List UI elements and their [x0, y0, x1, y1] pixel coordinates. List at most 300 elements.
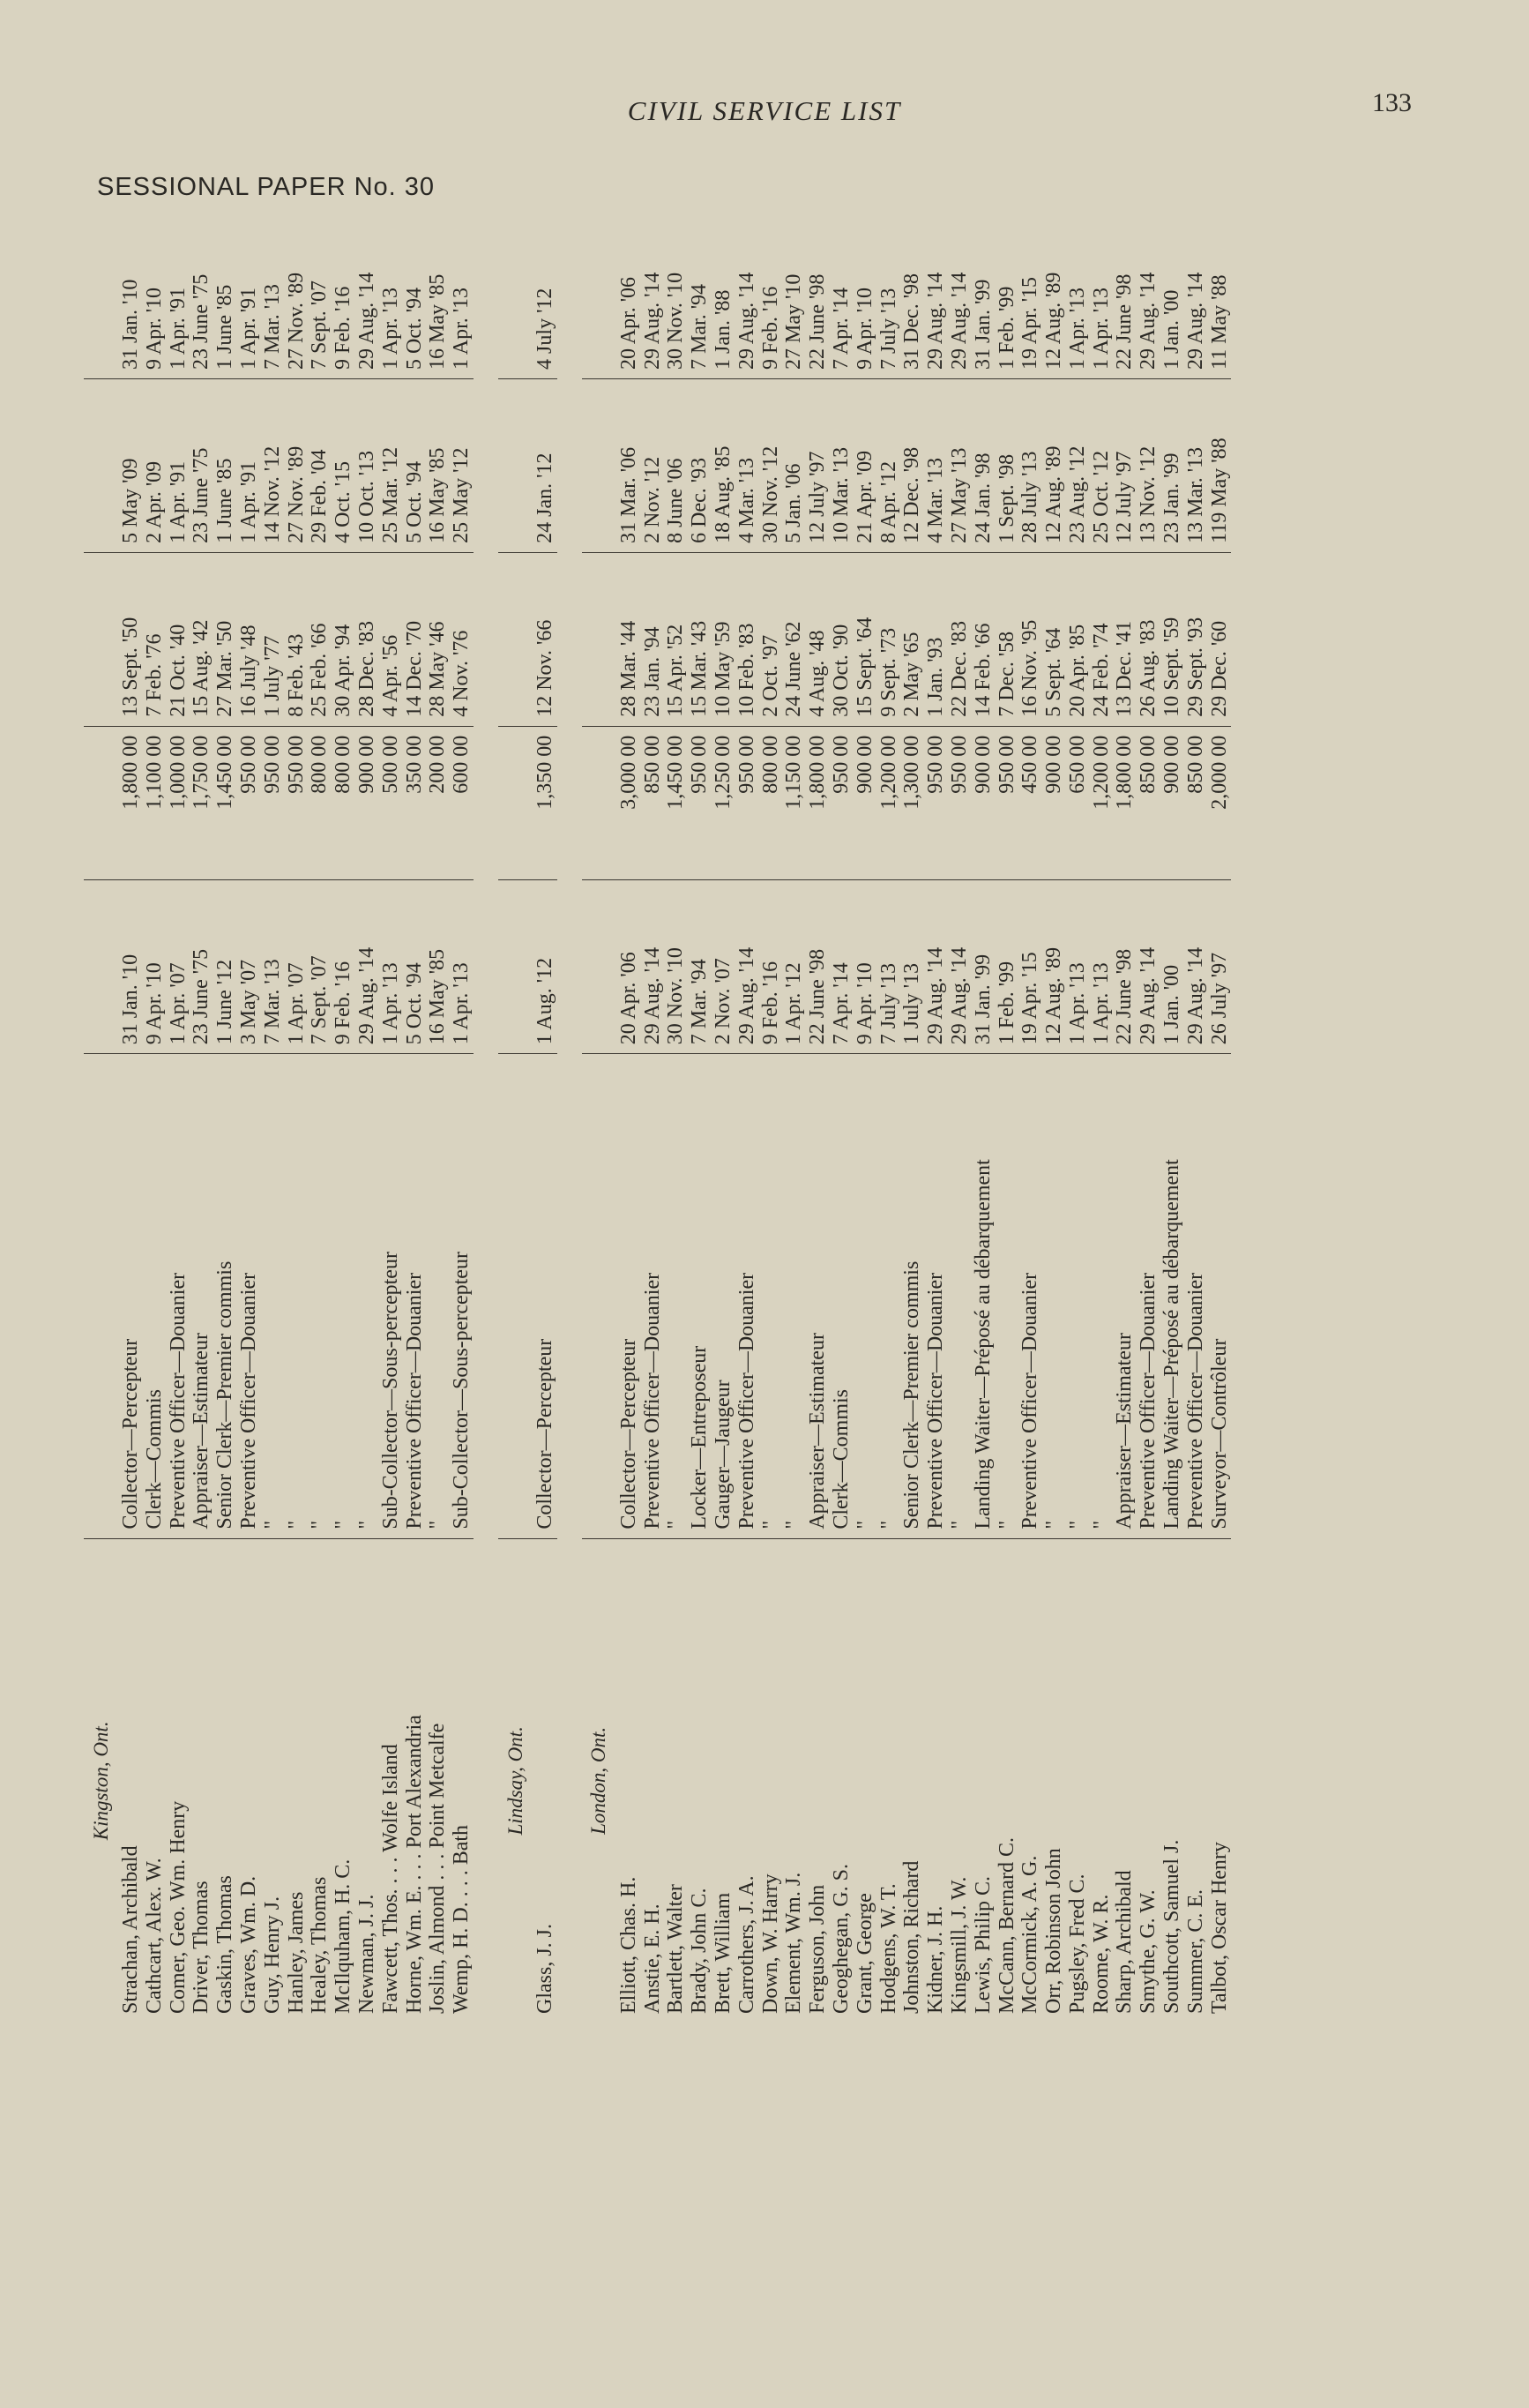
- date-present-rank: 7 Sept. '07: [308, 880, 332, 1054]
- date-last-promotion: 29 Aug. '14: [948, 206, 972, 378]
- sessional-paper-label: SESSIONAL PAPER No. 30: [97, 173, 436, 201]
- date-first-appointment: 27 Nov. '89: [285, 378, 309, 552]
- date-present-rank: 22 June '98: [806, 880, 830, 1054]
- table-row: [712, 206, 735, 2023]
- table-row: [782, 206, 806, 2023]
- date-last-promotion: 1 Apr. '13: [1066, 206, 1090, 378]
- date-of-birth: 16 Nov. '95: [1018, 552, 1042, 726]
- rank-title: Preventive Officer—Douanier: [167, 1054, 190, 1538]
- table-row: [403, 206, 427, 2023]
- employee-name: Summer, C. E.: [1183, 1888, 1207, 2014]
- table-row: [948, 206, 972, 2023]
- salary: 850 00: [1137, 726, 1160, 880]
- date-first-appointment: 28 July '13: [1018, 378, 1042, 552]
- salary: 3,000 00: [617, 726, 641, 880]
- date-of-birth: 10 May '59: [712, 552, 735, 726]
- date-present-rank: 1 June '12: [213, 880, 237, 1054]
- salary: 950 00: [924, 726, 948, 880]
- date-last-promotion: 1 Jan. '00: [1160, 206, 1184, 378]
- date-last-promotion: 7 Mar. '94: [688, 206, 712, 378]
- rank-title: Collector—Percepteur: [119, 1054, 143, 1538]
- date-first-appointment: 1 Apr. '91: [237, 378, 261, 552]
- date-first-appointment: 31 Mar. '06: [617, 378, 641, 552]
- employee-name: McCann, Bernard C.: [995, 1837, 1018, 2014]
- table-row: [854, 206, 877, 2023]
- date-of-birth: 29 Sept. '93: [1184, 552, 1208, 726]
- salary: 800 00: [332, 726, 355, 880]
- employee-name: Sharp, Archibald: [1113, 1870, 1137, 2014]
- date-of-birth: 25 Feb. '66: [308, 552, 332, 726]
- employee-name: Gaskin, Thomas: [213, 1875, 237, 2014]
- date-of-birth: 7 Dec. '58: [996, 552, 1019, 726]
- salary: 1,350 00: [533, 726, 557, 880]
- date-last-promotion: 30 Nov. '10: [664, 206, 688, 378]
- date-first-appointment: 12 Dec. '98: [900, 378, 924, 552]
- table-row: [996, 206, 1019, 2023]
- date-first-appointment: 29 Feb. '04: [308, 378, 332, 552]
- employee-name: Comer, Geo. Wm. Henry: [166, 1800, 190, 2014]
- date-of-birth: 10 Feb. '83: [735, 552, 759, 726]
- date-of-birth: 22 Dec. '83: [948, 552, 972, 726]
- salary: 1,000 00: [167, 726, 190, 880]
- date-of-birth: 15 Aug. '42: [190, 552, 213, 726]
- date-present-rank: 29 Aug. '14: [948, 880, 972, 1054]
- employee-name: Pugsley, Fred C.: [1065, 1873, 1089, 2014]
- employee-name: Strachan, Archibald: [119, 1845, 142, 2014]
- rank-title: ": [948, 1054, 972, 1538]
- date-of-birth: 26 Aug. '83: [1137, 552, 1160, 726]
- table-body: [84, 206, 1231, 2023]
- date-last-promotion: 16 May '85: [426, 206, 450, 378]
- employee-name: Talbot, Oscar Henry: [1207, 1842, 1231, 2014]
- rank-title: Preventive Officer—Douanier: [1018, 1054, 1042, 1538]
- rank-title: Locker—Entreposeur: [688, 1054, 712, 1538]
- date-of-birth: 14 Feb. '66: [972, 552, 996, 726]
- rank-title: Appraiser—Estimateur: [806, 1054, 830, 1538]
- rank-title: Senior Clerk—Premier commis: [213, 1054, 237, 1538]
- table-row: [261, 206, 285, 2023]
- table-row: [332, 206, 355, 2023]
- date-first-appointment: 25 Mar. '12: [379, 378, 403, 552]
- employee-name: Down, W. Harry: [758, 1873, 782, 2014]
- date-present-rank: 29 Aug. '14: [735, 880, 759, 1054]
- date-present-rank: 7 Mar. '13: [261, 880, 285, 1054]
- table-row: [1018, 206, 1042, 2023]
- date-first-appointment: 24 Jan. '98: [972, 378, 996, 552]
- date-present-rank: 1 Aug. '12: [533, 880, 557, 1054]
- employee-name: Smythe, G. W.: [1137, 1889, 1160, 2014]
- employee-name: Southcott, Samuel J.: [1160, 1839, 1184, 2014]
- rank-title: Preventive Officer—Douanier: [1137, 1054, 1160, 1538]
- date-of-birth: 24 Feb. '74: [1090, 552, 1114, 726]
- employee-name: Brett, William: [711, 1892, 735, 2014]
- date-of-birth: 21 Oct. '40: [167, 552, 190, 726]
- table-row: [355, 206, 379, 2023]
- location-heading: Lindsay, Ont.: [503, 1726, 526, 1836]
- date-present-rank: 1 Apr. '13: [379, 880, 403, 1054]
- salary: 1,800 00: [119, 726, 143, 880]
- date-last-promotion: 29 Aug. '14: [735, 206, 759, 378]
- date-first-appointment: 30 Nov. '12: [759, 378, 783, 552]
- date-first-appointment: 18 Aug. '85: [712, 378, 735, 552]
- location-heading-row: [498, 206, 533, 2023]
- salary: 1,250 00: [712, 726, 735, 880]
- salary: 1,450 00: [664, 726, 688, 880]
- date-first-appointment: 27 May '13: [948, 378, 972, 552]
- table-row: [426, 206, 450, 2023]
- table-row: [533, 206, 557, 2023]
- date-of-birth: 24 June '62: [782, 552, 806, 726]
- salary: 900 00: [1160, 726, 1184, 880]
- salary: 500 00: [379, 726, 403, 880]
- location-heading-row: [84, 206, 119, 2023]
- date-last-promotion: 11 May '88: [1208, 206, 1232, 378]
- employee-name: Hodgens, W. T.: [876, 1883, 900, 2014]
- date-first-appointment: 25 Oct. '12: [1090, 378, 1114, 552]
- rank-title: Landing Waiter—Préposé au débarquement: [972, 1054, 996, 1538]
- date-of-birth: 7 Feb. '76: [143, 552, 167, 726]
- date-present-rank: 26 July '97: [1208, 880, 1232, 1054]
- table-row: [617, 206, 641, 2023]
- date-present-rank: 16 May '85: [426, 880, 450, 1054]
- date-present-rank: 31 Jan. '99: [972, 880, 996, 1054]
- date-last-promotion: 27 May '10: [782, 206, 806, 378]
- date-of-birth: 8 Feb. '43: [285, 552, 309, 726]
- rank-title: ": [782, 1054, 806, 1538]
- date-of-birth: 15 Sept. '64: [854, 552, 877, 726]
- salary: 950 00: [948, 726, 972, 880]
- employee-name: Newman, J. J.: [354, 1894, 378, 2014]
- rank-title: Preventive Officer—Douanier: [237, 1054, 261, 1538]
- salary: 950 00: [237, 726, 261, 880]
- date-present-rank: 20 Apr. '06: [617, 880, 641, 1054]
- date-last-promotion: 5 Oct. '94: [403, 206, 427, 378]
- date-present-rank: 9 Apr. '10: [143, 880, 167, 1054]
- date-last-promotion: 1 Feb. '99: [996, 206, 1019, 378]
- date-last-promotion: 23 June '75: [190, 206, 213, 378]
- rank-title: Gauger—Jaugeur: [712, 1054, 735, 1538]
- employee-name: Grant, George: [853, 1893, 876, 2014]
- rank-title: Collector—Percepteur: [533, 1054, 557, 1538]
- table-row: [688, 206, 712, 2023]
- date-last-promotion: 1 Apr. '13: [450, 206, 474, 378]
- civil-service-table: [84, 206, 1231, 2023]
- salary: 950 00: [261, 726, 285, 880]
- salary: 950 00: [996, 726, 1019, 880]
- date-last-promotion: 19 Apr. '15: [1018, 206, 1042, 378]
- table-row: [285, 206, 309, 2023]
- rank-title: ": [1090, 1054, 1114, 1538]
- date-of-birth: 2 Oct. '97: [759, 552, 783, 726]
- employee-name: Elliott, Chas. H.: [616, 1876, 640, 2014]
- date-of-birth: 27 Mar. '50: [213, 552, 237, 726]
- salary: 200 00: [426, 726, 450, 880]
- date-of-birth: 4 Nov. '76: [450, 552, 474, 726]
- date-of-birth: 9 Sept. '73: [877, 552, 901, 726]
- date-first-appointment: 16 May '85: [426, 378, 450, 552]
- employee-name: Kidner, J. H.: [924, 1905, 948, 2014]
- table-row: [379, 206, 403, 2023]
- date-of-birth: 10 Sept. '59: [1160, 552, 1184, 726]
- date-last-promotion: 9 Apr. '10: [854, 206, 877, 378]
- rank-title: Sub-Collector—Sous-percepteur: [379, 1054, 403, 1538]
- date-first-appointment: 8 June '06: [664, 378, 688, 552]
- date-first-appointment: 8 Apr. '12: [877, 378, 901, 552]
- date-of-birth: 20 Apr. '85: [1066, 552, 1090, 726]
- date-last-promotion: 29 Aug. '14: [641, 206, 665, 378]
- salary: 450 00: [1018, 726, 1042, 880]
- salary: 2,000 00: [1208, 726, 1232, 880]
- date-last-promotion: 22 June '98: [1113, 206, 1137, 378]
- date-of-birth: 15 Apr. '52: [664, 552, 688, 726]
- rank-title: Clerk—Commis: [830, 1054, 854, 1538]
- date-last-promotion: 7 Mar. '13: [261, 206, 285, 378]
- employee-name: Geoghegan, G. S.: [829, 1864, 853, 2014]
- date-first-appointment: 14 Nov. '12: [261, 378, 285, 552]
- date-first-appointment: 12 July '97: [806, 378, 830, 552]
- salary: 900 00: [972, 726, 996, 880]
- table-row: [143, 206, 167, 2023]
- date-first-appointment: 23 Jan. '99: [1160, 378, 1184, 552]
- salary: 1,100 00: [143, 726, 167, 880]
- date-present-rank: 1 Apr. '07: [167, 880, 190, 1054]
- date-present-rank: 9 Apr. '10: [854, 880, 877, 1054]
- date-first-appointment: 5 Jan. '06: [782, 378, 806, 552]
- running-head: CIVIL SERVICE LIST: [627, 95, 902, 126]
- salary: 1,450 00: [213, 726, 237, 880]
- rank-title: Clerk—Commis: [143, 1054, 167, 1538]
- date-last-promotion: 29 Aug. '14: [1184, 206, 1208, 378]
- rank-title: Surveyor—Contrôleur: [1208, 1054, 1232, 1538]
- table-row: [190, 206, 213, 2023]
- table-row: [806, 206, 830, 2023]
- rank-title: ": [1042, 1054, 1066, 1538]
- salary: 950 00: [285, 726, 309, 880]
- rank-title: Collector—Percepteur: [617, 1054, 641, 1538]
- date-first-appointment: 4 Oct. '15: [332, 378, 355, 552]
- employee-name: Wemp, H. D. . . . Bath: [450, 1824, 474, 2014]
- rank-title: Landing Waiter—Préposé au débarquement: [1160, 1054, 1184, 1538]
- date-of-birth: 28 Mar. '44: [617, 552, 641, 726]
- date-present-rank: 9 Feb. '16: [332, 880, 355, 1054]
- date-of-birth: 28 May '46: [426, 552, 450, 726]
- rank-title: ": [996, 1054, 1019, 1538]
- employee-name: Lewis, Philip C.: [971, 1875, 995, 2014]
- salary: 1,800 00: [806, 726, 830, 880]
- employee-name: Kingsmill, J. W.: [947, 1876, 971, 2014]
- date-present-rank: 1 Feb. '99: [996, 880, 1019, 1054]
- date-first-appointment: 12 Aug. '89: [1042, 378, 1066, 552]
- salary: 950 00: [735, 726, 759, 880]
- date-of-birth: 5 Sept. '64: [1042, 552, 1066, 726]
- table-row: [237, 206, 261, 2023]
- employee-name: Joslin, Almond . . . Point Metcalfe: [426, 1723, 450, 2014]
- date-last-promotion: 1 June '85: [213, 206, 237, 378]
- table-row: [877, 206, 901, 2023]
- date-of-birth: 1 Jan. '93: [924, 552, 948, 726]
- table-row: [167, 206, 190, 2023]
- table-row: [924, 206, 948, 2023]
- salary: 950 00: [830, 726, 854, 880]
- date-first-appointment: 2 Apr. '09: [143, 378, 167, 552]
- salary: 600 00: [450, 726, 474, 880]
- date-present-rank: 1 Apr. '13: [1066, 880, 1090, 1054]
- rank-title: ": [664, 1054, 688, 1538]
- date-present-rank: 29 Aug. '14: [641, 880, 665, 1054]
- date-last-promotion: 29 Aug. '14: [1137, 206, 1160, 378]
- salary: 850 00: [1184, 726, 1208, 880]
- date-of-birth: 4 Apr. '56: [379, 552, 403, 726]
- table-row: [119, 206, 143, 2023]
- date-of-birth: 1 July '77: [261, 552, 285, 726]
- date-last-promotion: 1 Apr. '13: [1090, 206, 1114, 378]
- salary: 1,750 00: [190, 726, 213, 880]
- employee-name: Element, Wm. J.: [782, 1872, 806, 2014]
- employee-name: Orr, Robinson John: [1042, 1848, 1066, 2014]
- date-present-rank: 1 Jan. '00: [1160, 880, 1184, 1054]
- date-first-appointment: 1 Sept. '98: [996, 378, 1019, 552]
- employee-name: Healey, Thomas: [308, 1876, 332, 2014]
- date-present-rank: 1 Apr. '12: [782, 880, 806, 1054]
- date-present-rank: 22 June '98: [1113, 880, 1137, 1054]
- page-header: [0, 0, 1529, 203]
- table-row: [213, 206, 237, 2023]
- table-row: [735, 206, 759, 2023]
- employee-name: Johnston, Richard: [900, 1860, 924, 2014]
- date-present-rank: 7 July '13: [877, 880, 901, 1054]
- date-of-birth: 2 May '65: [900, 552, 924, 726]
- rank-title: Preventive Officer—Douanier: [735, 1054, 759, 1538]
- date-present-rank: 7 Mar. '94: [688, 880, 712, 1054]
- employee-name: Cathcart, Alex. W.: [142, 1858, 166, 2014]
- rank-title: Preventive Officer—Douanier: [641, 1054, 665, 1538]
- rank-title: Appraiser—Estimateur: [190, 1054, 213, 1538]
- employee-name: Horne, Wm. E. . . . Port Alexandria: [402, 1715, 426, 2014]
- date-first-appointment: 5 May '09: [119, 378, 143, 552]
- date-last-promotion: 12 Aug. '89: [1042, 206, 1066, 378]
- date-last-promotion: 29 Aug. '14: [924, 206, 948, 378]
- rank-title: ": [355, 1054, 379, 1538]
- date-present-rank: 29 Aug. '14: [355, 880, 379, 1054]
- date-last-promotion: 27 Nov. '89: [285, 206, 309, 378]
- date-of-birth: 28 Dec. '83: [355, 552, 379, 726]
- page-number: 133: [1372, 88, 1412, 117]
- salary: 800 00: [308, 726, 332, 880]
- date-present-rank: 9 Feb. '16: [759, 880, 783, 1054]
- salary: 1,200 00: [1090, 726, 1114, 880]
- salary: 900 00: [1042, 726, 1066, 880]
- rank-title: ": [759, 1054, 783, 1538]
- date-last-promotion: 1 Apr. '91: [237, 206, 261, 378]
- employee-name: McIlquham, H. C.: [332, 1858, 355, 2014]
- table-row: [308, 206, 332, 2023]
- date-last-promotion: 20 Apr. '06: [617, 206, 641, 378]
- employee-name: McCormick, A. G.: [1018, 1855, 1042, 2014]
- table-row: [1066, 206, 1090, 2023]
- employee-name: Carrothers, J. A.: [735, 1875, 758, 2014]
- table-row: [1042, 206, 1066, 2023]
- table-row: [1113, 206, 1137, 2023]
- salary: 900 00: [854, 726, 877, 880]
- date-present-rank: 19 Apr. '15: [1018, 880, 1042, 1054]
- salary: 900 00: [355, 726, 379, 880]
- date-first-appointment: 2 Nov. '12: [641, 378, 665, 552]
- date-of-birth: 14 Dec. '70: [403, 552, 427, 726]
- rank-title: Senior Clerk—Premier commis: [900, 1054, 924, 1538]
- date-present-rank: 1 July '13: [900, 880, 924, 1054]
- date-last-promotion: 31 Jan. '99: [972, 206, 996, 378]
- salary: 800 00: [759, 726, 783, 880]
- date-first-appointment: 24 Jan. '12: [533, 378, 557, 552]
- date-last-promotion: 31 Dec. '98: [900, 206, 924, 378]
- date-last-promotion: 9 Feb. '16: [759, 206, 783, 378]
- rank-title: ": [261, 1054, 285, 1538]
- employee-name: Hanley, James: [284, 1891, 308, 2014]
- date-present-rank: 29 Aug. '14: [1137, 880, 1160, 1054]
- table-row: [759, 206, 783, 2023]
- table-row: [1090, 206, 1114, 2023]
- date-present-rank: 29 Aug. '14: [924, 880, 948, 1054]
- employee-name: Ferguson, John: [806, 1884, 830, 2014]
- salary: 1,300 00: [900, 726, 924, 880]
- rank-title: Appraiser—Estimateur: [1113, 1054, 1137, 1538]
- date-of-birth: 30 Oct. '90: [830, 552, 854, 726]
- date-last-promotion: 7 July '13: [877, 206, 901, 378]
- employee-name: Brady, John C.: [688, 1888, 712, 2014]
- employee-name: Graves, Wm. D.: [236, 1875, 260, 2014]
- civil-service-table-rotated: [84, 206, 1412, 2023]
- rank-title: ": [1066, 1054, 1090, 1538]
- date-present-rank: 5 Oct. '94: [403, 880, 427, 1054]
- table-row: [1184, 206, 1208, 2023]
- date-of-birth: 12 Nov. '66: [533, 552, 557, 726]
- rank-title: ": [426, 1054, 450, 1538]
- employee-name: Glass, J. J.: [533, 1923, 556, 2014]
- rank-title: ": [877, 1054, 901, 1538]
- salary: 1,200 00: [877, 726, 901, 880]
- rank-title: ": [308, 1054, 332, 1538]
- group-spacer: [474, 206, 498, 2023]
- table-row: [664, 206, 688, 2023]
- rank-title: Preventive Officer—Douanier: [924, 1054, 948, 1538]
- date-present-rank: 1 Apr. '13: [1090, 880, 1114, 1054]
- date-last-promotion: 1 Apr. '13: [379, 206, 403, 378]
- location-heading-row: [582, 206, 617, 2023]
- date-first-appointment: 25 May '12: [450, 378, 474, 552]
- date-present-rank: 3 May '07: [237, 880, 261, 1054]
- date-first-appointment: 5 Oct. '94: [403, 378, 427, 552]
- date-first-appointment: 1 June '85: [213, 378, 237, 552]
- date-present-rank: 31 Jan. '10: [119, 880, 143, 1054]
- date-present-rank: 12 Aug. '89: [1042, 880, 1066, 1054]
- date-last-promotion: 22 June '98: [806, 206, 830, 378]
- date-first-appointment: 4 Mar. '13: [924, 378, 948, 552]
- date-of-birth: 30 Apr. '94: [332, 552, 355, 726]
- date-last-promotion: 7 Sept. '07: [308, 206, 332, 378]
- salary: 850 00: [641, 726, 665, 880]
- date-first-appointment: 23 June '75: [190, 378, 213, 552]
- table-row: [1160, 206, 1184, 2023]
- date-of-birth: 16 July '48: [237, 552, 261, 726]
- location-heading: London, Ont.: [587, 1726, 610, 1835]
- date-of-birth: 29 Dec. '60: [1208, 552, 1232, 726]
- date-last-promotion: 29 Aug. '14: [355, 206, 379, 378]
- date-first-appointment: 4 Mar. '13: [735, 378, 759, 552]
- date-present-rank: 30 Nov. '10: [664, 880, 688, 1054]
- rank-title: ": [854, 1054, 877, 1538]
- group-spacer: [557, 206, 582, 2023]
- employee-name: Bartlett, Walter: [664, 1884, 688, 2014]
